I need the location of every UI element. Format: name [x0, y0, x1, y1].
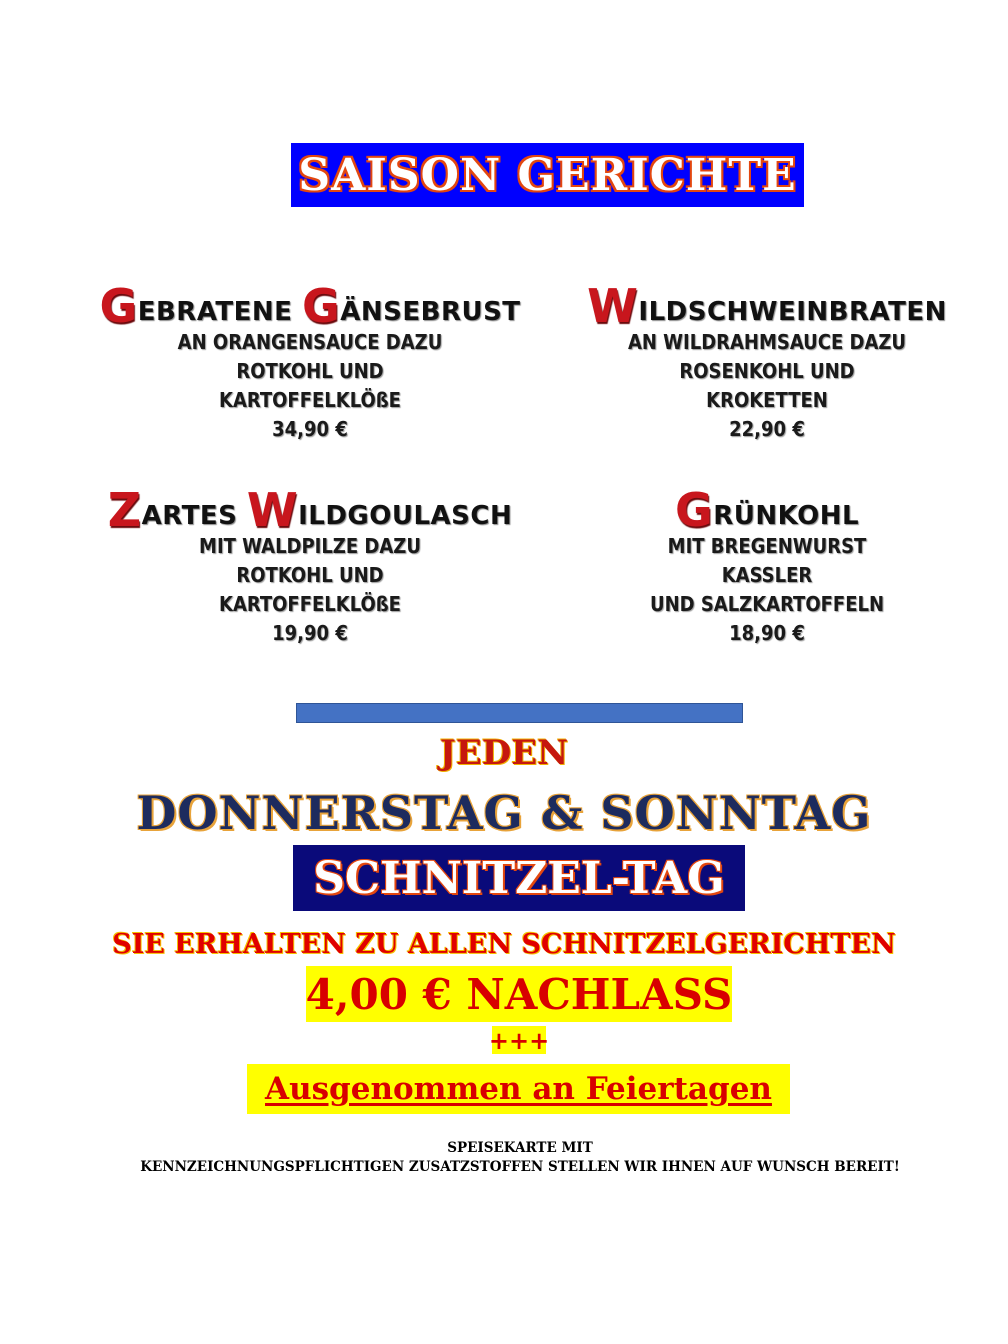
- divider-bar: [296, 703, 743, 723]
- dish-name: ZARTES WILDGOULASCH: [107, 483, 513, 537]
- dish-description-line: KROKETTEN: [706, 388, 828, 412]
- title-banner: [291, 143, 804, 207]
- dish-description-line: KASSLER: [721, 563, 813, 587]
- dish-description-line: ROSENKOHL UND: [679, 359, 855, 383]
- dish-gaensebrust: [90, 279, 530, 444]
- dish-name: GRÜNKOHL: [674, 483, 860, 537]
- dish-description-line: UND SALZKARTOFFELN: [649, 592, 885, 616]
- dish-gruenkohl: [547, 483, 987, 648]
- schnitzel-title: SCHNITZEL-TAG: [313, 852, 725, 904]
- dish-description-line: ROTKOHL UND: [236, 359, 384, 383]
- plus-highlight: [488, 1025, 550, 1055]
- dish-price: 34,90 €: [272, 417, 348, 441]
- discount-highlight: [306, 966, 732, 1022]
- discount-text: 4,00 € NACHLASS: [305, 969, 733, 1019]
- dish-description-line: AN WILDRAHMSAUCE DAZU: [627, 330, 907, 354]
- page-title: SAISON GERICHTE: [298, 149, 797, 201]
- dish-description-line: MIT BREGENWURST: [667, 534, 867, 558]
- promo-days: DONNERSTAG & SONNTAG: [136, 786, 872, 840]
- dish-name: WILDSCHWEINBRATEN: [587, 279, 947, 333]
- footer-line-2: KENNZEICHNUNGSPFLICHTIGEN ZUSATZSTOFFEN STELLEN WIR IHNEN AUF WUNSCH BEREIT!: [140, 1159, 900, 1175]
- promo-offer: SIE ERHALTEN ZU ALLEN SCHNITZELGERICHTEN: [112, 929, 896, 960]
- exception-highlight: [247, 1064, 790, 1114]
- dish-price: 18,90 €: [729, 621, 805, 645]
- dish-description-line: MIT WALDPILZE DAZU: [199, 534, 421, 558]
- dish-description-line: ROTKOHL UND: [236, 563, 384, 587]
- exception-text: Ausgenommen an Feiertagen: [265, 1071, 772, 1107]
- dish-name: GEBRATENE GÄNSEBRUST: [99, 279, 521, 333]
- dish-description-line: AN ORANGENSAUCE DAZU: [177, 330, 443, 354]
- schnitzel-banner: [293, 845, 745, 911]
- dish-price: 22,90 €: [729, 417, 805, 441]
- dish-wildschweinbraten: [547, 279, 987, 444]
- dish-description-line: KARTOFFELKLÖßE: [219, 592, 401, 616]
- footer-line-1: SPEISEKARTE MIT: [447, 1140, 593, 1156]
- plus-text: +++: [488, 1025, 550, 1055]
- promo-jeden: JEDEN: [439, 733, 569, 773]
- dish-description-line: KARTOFFELKLÖßE: [219, 388, 401, 412]
- dish-wildgoulasch: [90, 483, 530, 648]
- dish-price: 19,90 €: [272, 621, 348, 645]
